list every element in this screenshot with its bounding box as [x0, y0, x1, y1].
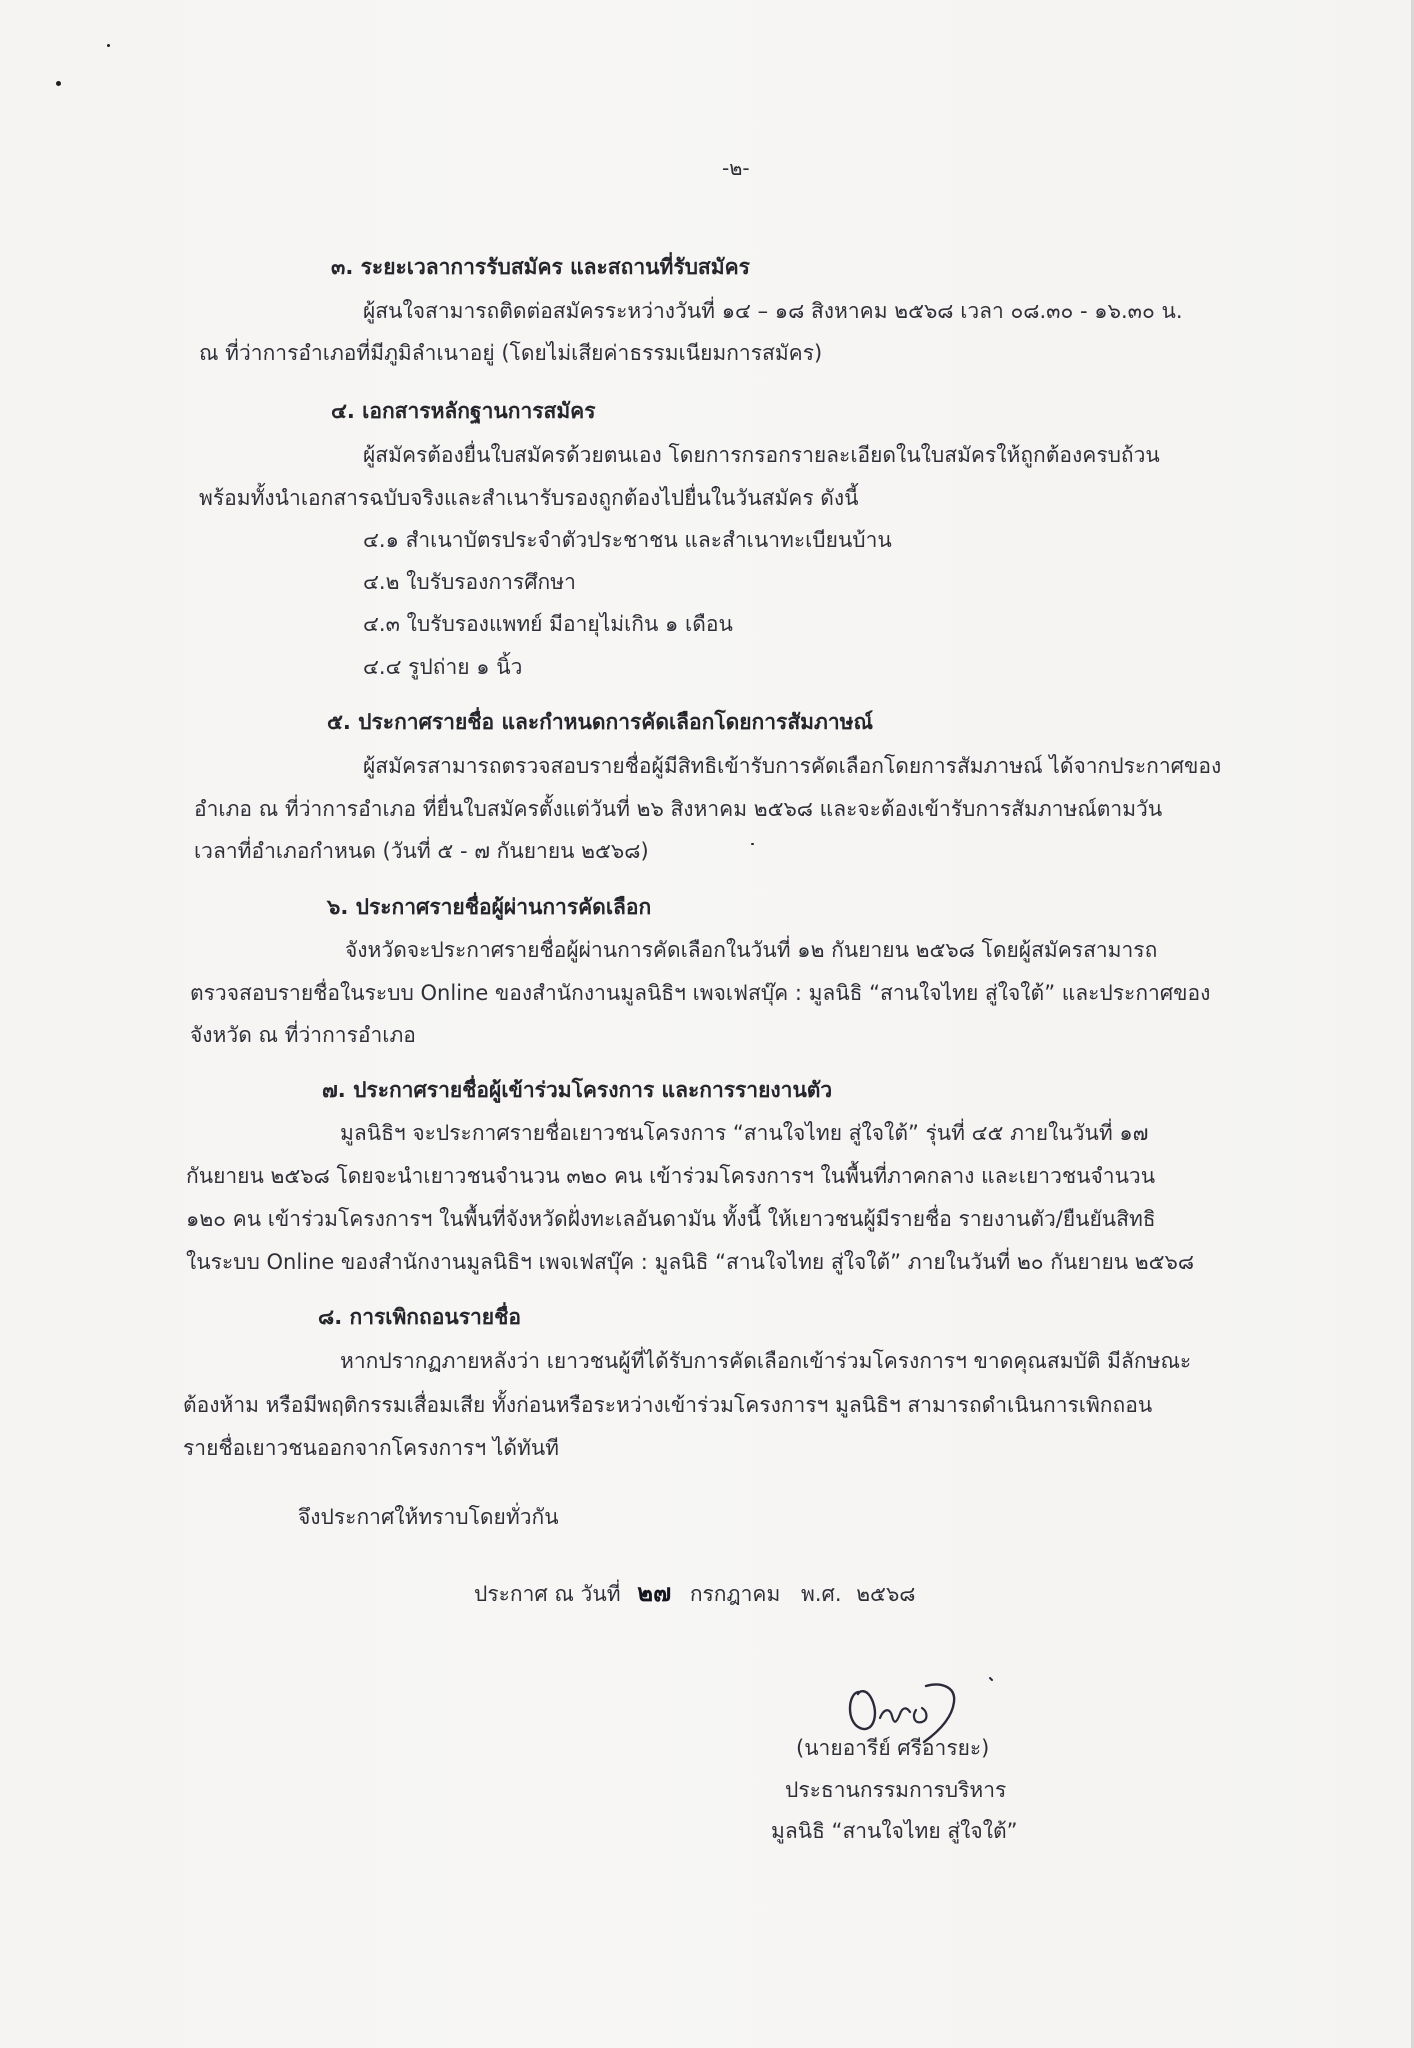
section-7-line: กันยายน ๒๕๖๘ โดยจะนำเยาวชนจำนวน ๓๒๐ คน เข้าร่วมโครงการฯ ในพื้นที่ภาคกลาง และเยาวชนจำนวน [186, 1164, 1156, 1188]
signatory-position: ประธานกรรมการบริหาร [785, 1778, 1007, 1802]
section-3-line: ผู้สนใจสามารถติดต่อสมัครระหว่างวันที่ ๑๔ – ๑๘ สิงหาคม ๒๕๖๘ เวลา ๐๘.๓๐ - ๑๖.๓๐ น. [363, 299, 1183, 323]
section-5-heading: ๕. ประกาศรายชื่อ และกำหนดการคัดเลือกโดยการสัมภาษณ์ [327, 710, 873, 734]
date-month: กรกฎาคม [689, 1582, 781, 1606]
section-4-line: ผู้สมัครต้องยื่นใบสมัครด้วยตนเอง โดยการกรอกรายละเอียดในใบสมัครให้ถูกต้องครบถ้วน [363, 443, 1160, 467]
section-4-item: ๔.๑ สำเนาบัตรประจำตัวประชาชน และสำเนาทะเบียนบ้าน [363, 528, 892, 552]
section-8-heading: ๘. การเพิกถอนรายชื่อ [318, 1305, 521, 1329]
date-prefix: ประกาศ ณ วันที่ [474, 1582, 621, 1606]
signatory-name: (นายอารีย์ ศรีอารยะ) [796, 1736, 990, 1760]
section-7-heading: ๗. ประกาศรายชื่อผู้เข้าร่วมโครงการ และการรายงานตัว [322, 1078, 833, 1102]
section-6-heading: ๖. ประกาศรายชื่อผู้ผ่านการคัดเลือก [327, 895, 652, 919]
section-7-line: มูลนิธิฯ จะประกาศรายชื่อเยาวชนโครงการ “สานใจไทย สู่ใจใต้” รุ่นที่ ๔๕ ภายในวันที่ ๑๗ [340, 1121, 1149, 1145]
section-4-item: ๔.๒ ใบรับรองการศึกษา [363, 570, 576, 594]
section-6-line: จังหวัด ณ ที่ว่าการอำเภอ [190, 1023, 416, 1047]
announcement-date [474, 1578, 916, 1609]
section-6-line: ตรวจสอบรายชื่อในระบบ Online ของสำนักงานมูลนิธิฯ เพจเฟสบุ๊ค : มูลนิธิ “สานใจไทย สู่ใจใต้” และประกาศของ [190, 981, 1211, 1005]
section-4-heading: ๔. เอกสารหลักฐานการสมัคร [331, 399, 596, 423]
section-7-line: ในระบบ Online ของสำนักงานมูลนิธิฯ เพจเฟสบุ๊ค : มูลนิธิ “สานใจไทย สู่ใจใต้” ภายในวันที่ ๒๐ กันยายน ๒๕๖๘ [186, 1250, 1195, 1274]
closing-statement: จึงประกาศให้ทราบโดยทั่วกัน [298, 1505, 559, 1529]
date-year: ๒๕๖๘ [856, 1582, 916, 1606]
section-7-line: ๑๒๐ คน เข้าร่วมโครงการฯ ในพื้นที่จังหวัดฝั่งทะเลอันดามัน ทั้งนี้ ให้เยาวชนผู้มีรายชื่อ รายงานตัว/ยืนยันสิทธิ [186, 1207, 1156, 1231]
section-6-line: จังหวัดจะประกาศรายชื่อผู้ผ่านการคัดเลือกในวันที่ ๑๒ กันยายน ๒๕๖๘ โดยผู้สมัครสามารถ [345, 938, 1158, 962]
section-4-item: ๔.๓ ใบรับรองแพทย์ มีอายุไม่เกิน ๑ เดือน [363, 612, 733, 636]
scan-speck [107, 44, 110, 47]
date-year-label: พ.ศ. [801, 1582, 842, 1606]
section-3-line: ณ ที่ว่าการอำเภอที่มีภูมิลำเนาอยู่ (โดยไม่เสียค่าธรรมเนียมการสมัคร) [199, 341, 823, 365]
section-3-heading: ๓. ระยะเวลาการรับสมัคร และสถานที่รับสมัคร [331, 255, 750, 279]
section-5-line: ผู้สมัครสามารถตรวจสอบรายชื่อผู้มีสิทธิเข้ารับการคัดเลือกโดยการสัมภาษณ์ ได้จากประกาศของ [363, 754, 1222, 778]
section-8-line: รายชื่อเยาวชนออกจากโครงการฯ ได้ทันที [183, 1436, 560, 1460]
date-day: ๒๗ [637, 1579, 672, 1607]
scan-speck [56, 81, 61, 86]
scan-speck [751, 843, 754, 845]
page-number: -๒- [722, 156, 750, 180]
section-5-line: เวลาที่อำเภอกำหนด (วันที่ ๕ - ๗ กันยายน ๒๕๖๘) [194, 839, 649, 863]
section-8-line: ต้องห้าม หรือมีพฤติกรรมเสื่อมเสีย ทั้งก่อนหรือระหว่างเข้าร่วมโครงการฯ มูลนิธิฯ สามารถดำเนินการเพิกถอน [183, 1393, 1153, 1417]
section-8-line: หากปรากฏภายหลังว่า เยาวชนผู้ที่ได้รับการคัดเลือกเข้าร่วมโครงการฯ ขาดคุณสมบัติ มีลักษณะ [340, 1349, 1192, 1373]
section-5-line: อำเภอ ณ ที่ว่าการอำเภอ ที่ยื่นใบสมัครตั้งแต่วันที่ ๒๖ สิงหาคม ๒๕๖๘ และจะต้องเข้ารับการสัมภาษณ์ตามวัน [194, 797, 1163, 821]
signatory-organization: มูลนิธิ “สานใจไทย สู่ใจใต้” [771, 1819, 1018, 1843]
section-4-line: พร้อมทั้งนำเอกสารฉบับจริงและสำเนารับรองถูกต้องไปยื่นในวันสมัคร ดังนี้ [199, 486, 859, 510]
section-4-item: ๔.๔ รูปถ่าย ๑ นิ้ว [363, 655, 523, 679]
